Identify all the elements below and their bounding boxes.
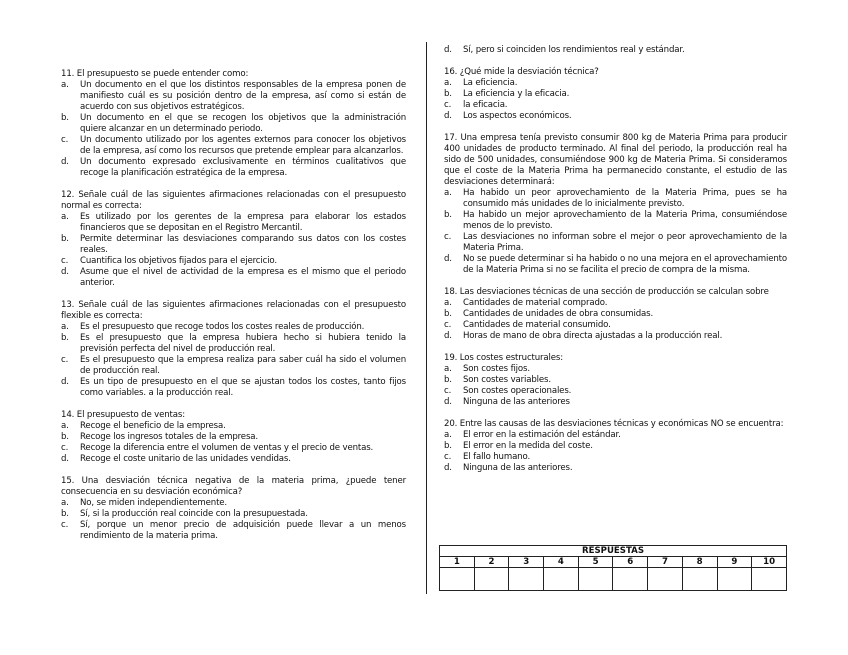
question-block [444, 353, 787, 408]
answer-option [61, 509, 406, 520]
answer-cell[interactable] [578, 568, 613, 591]
option-text: la eficacia. [463, 100, 508, 110]
option-letter: b. [61, 432, 69, 442]
option-letter: b. [61, 333, 69, 343]
option-text: Son costes operacionales. [463, 386, 572, 396]
answer-option [444, 89, 787, 100]
question-block [444, 133, 787, 276]
answer-option [61, 432, 406, 443]
option-letter: d. [444, 254, 452, 264]
option-letter: d. [61, 267, 69, 277]
option-text: Ha habido un mejor aprovechamiento de la Materia Prima, consumiéndose menos de lo previsto. [463, 210, 787, 231]
answer-number: 9 [717, 557, 752, 568]
answer-option [444, 188, 787, 210]
option-text: Ha habido un peor aprovechamiento de la Materia Prima, pues se ha consumido más unidades de lo inicialmente previsto. [463, 188, 787, 209]
option-text: Son costes variables. [463, 375, 551, 385]
option-text: Ninguna de las anteriores. [463, 463, 573, 473]
question-text: 19. Los costes estructurales: [444, 353, 563, 363]
answer-option [61, 333, 406, 355]
option-letter: c. [444, 100, 452, 110]
option-text: El fallo humano. [463, 452, 531, 462]
answer-option [444, 463, 787, 474]
option-text: Los aspectos económicos. [463, 111, 572, 121]
answer-cell[interactable] [509, 568, 544, 591]
option-letter: c. [61, 135, 69, 145]
answer-number: 5 [578, 557, 613, 568]
option-text: La eficiencia. [463, 78, 518, 88]
option-text: Un documento en el que los distintos responsables de la empresa ponen de manifiesto cuál es su posición dentro de la empresa, así como si están de acuerdo con sus objetivos estratégicos. [80, 80, 406, 112]
option-letter: c. [444, 320, 452, 330]
option-letter: c. [61, 355, 69, 365]
answer-option [61, 157, 406, 179]
option-text: No se puede determinar si ha habido o no una mejora en el aprovechamiento de la Materia Prima si no se facilita el precio de compra de la misma. [463, 254, 787, 275]
answer-cell[interactable] [613, 568, 648, 591]
option-letter: d. [61, 454, 69, 464]
option-letter: c. [61, 443, 69, 453]
option-list [61, 498, 406, 542]
answer-number-row [440, 557, 787, 568]
question-block [444, 67, 787, 122]
option-list [444, 78, 787, 122]
question-block [61, 476, 406, 542]
answer-option [61, 498, 406, 509]
option-text: Sí, porque un menor precio de adquisición puede llevar a un menos rendimiento de la materia prima. [80, 520, 406, 541]
left-column [61, 69, 406, 542]
option-text: No, se miden independientemente. [80, 498, 228, 508]
option-letter: a. [444, 298, 452, 308]
answer-table-title: RESPUESTAS [440, 546, 787, 557]
answer-option [444, 430, 787, 441]
option-list [61, 322, 406, 399]
answer-option [61, 234, 406, 256]
option-text: Ninguna de las anteriores [463, 397, 570, 407]
answer-cell[interactable] [440, 568, 475, 591]
option-letter: b. [61, 113, 69, 123]
answer-option [61, 454, 406, 465]
option-list [444, 298, 787, 342]
option-letter: a. [61, 421, 69, 431]
answer-option [444, 441, 787, 452]
answer-option [61, 520, 406, 542]
option-letter: c. [444, 232, 452, 242]
answer-number: 6 [613, 557, 648, 568]
option-letter: b. [444, 89, 452, 99]
option-letter: b. [444, 375, 452, 385]
answer-number: 1 [440, 557, 475, 568]
option-letter: c. [444, 386, 452, 396]
option-letter: d. [444, 463, 452, 473]
answer-option [444, 232, 787, 254]
answer-option [61, 267, 406, 289]
answer-option [61, 322, 406, 333]
answer-option [444, 397, 787, 408]
option-letter: b. [444, 309, 452, 319]
option-list [61, 421, 406, 465]
option-letter: a. [61, 322, 69, 332]
answer-option [61, 135, 406, 157]
option-letter: d. [444, 397, 452, 407]
answer-option [61, 377, 406, 399]
question-block [444, 419, 787, 474]
option-letter: a. [61, 80, 69, 90]
option-letter: d. [61, 377, 69, 387]
option-15-d [444, 45, 787, 56]
answer-option [444, 78, 787, 89]
answer-option [444, 375, 787, 386]
answer-option [61, 443, 406, 454]
answer-table [439, 545, 787, 591]
option-text: Recoge la diferencia entre el volumen de ventas y el precio de ventas. [80, 443, 374, 453]
answer-option [444, 331, 787, 342]
option-letter: a. [61, 212, 69, 222]
answer-option [61, 256, 406, 267]
option-text: Un documento expresado exclusivamente en términos cualitativos que recoge la planificación estratégica de la empresa. [80, 157, 406, 178]
option-text: Un documento en el que se recogen los objetivos que la administración quiere alcanzar en un determinado periodo. [80, 113, 406, 134]
option-text: Es utilizado por los gerentes de la empresa para elaborar los estados financieros que se depositan en el Registro Mercantil. [80, 212, 406, 233]
option-text: Recoge el coste unitario de las unidades vendidas. [80, 454, 291, 464]
option-letter: a. [444, 430, 452, 440]
option-text: Es el presupuesto que la empresa hubiera hecho si hubiera tenido la previsión perfecta del nivel de producción real. [80, 333, 406, 354]
answer-number: 8 [682, 557, 717, 568]
option-text: Sí, si la producción real coincide con la presupuestada. [80, 509, 308, 519]
question-text: 12. Señale cuál de las siguientes afirmaciones relacionadas con el presupuesto normal es correcta: [61, 190, 406, 211]
question-text: 17. Una empresa tenía previsto consumir 800 kg de Materia Prima para producir 400 unidades de producto terminado. Al final del periodo, la producción real ha sido de 500 unidades, consumiéndose 900 kg de Materia Prima. Si consideramos que el coste de la Materia Prima ha permanecido constante, el estudio de las desviaciones determinará: [444, 133, 787, 187]
option-text: Son costes fijos. [463, 364, 530, 374]
answer-number: 3 [509, 557, 544, 568]
option-letter: a. [444, 78, 452, 88]
option-text: Recoge los ingresos totales de la empresa. [80, 432, 258, 442]
question-block [61, 190, 406, 289]
option-letter: c. [61, 256, 69, 266]
question-block [444, 287, 787, 342]
question-text: 18. Las desviaciones técnicas de una sección de producción se calculan sobre [444, 287, 769, 297]
option-text: Recoge el beneficio de la empresa. [80, 421, 226, 431]
option-letter: d. [444, 45, 452, 55]
answer-number: 10 [752, 557, 787, 568]
answer-option [444, 254, 787, 276]
option-text: Es el presupuesto que la empresa realiza para saber cuál ha sido el volumen de producción real. [80, 355, 406, 376]
option-text: Horas de mano de obra directa ajustadas a la producción real. [463, 331, 723, 341]
option-list [444, 188, 787, 276]
option-letter: b. [61, 234, 69, 244]
option-letter: a. [444, 188, 452, 198]
answer-cell[interactable] [752, 568, 787, 591]
answer-cell[interactable] [474, 568, 509, 591]
option-letter: a. [444, 364, 452, 374]
answer-option [61, 80, 406, 113]
option-letter: c. [444, 452, 452, 462]
answer-option [444, 386, 787, 397]
answer-cell[interactable] [682, 568, 717, 591]
answer-option [444, 452, 787, 463]
question-text: 13. Señale cuál de las siguientes afirmaciones relacionadas con el presupuesto flexible es correcta: [61, 300, 406, 321]
option-list [61, 80, 406, 179]
option-letter: d. [444, 331, 452, 341]
question-text: 15. Una desviación técnica negativa de la materia prima, ¿puede tener consecuencia en su desviación económica? [61, 476, 406, 497]
option-list [61, 212, 406, 289]
answer-option [444, 298, 787, 309]
option-text: La eficiencia y la eficacia. [463, 89, 570, 99]
option-letter: d. [61, 157, 69, 167]
option-list [444, 430, 787, 474]
option-letter: c. [61, 520, 69, 530]
option-letter: a. [61, 498, 69, 508]
question-block [61, 69, 406, 179]
answer-option [444, 364, 787, 375]
answer-option [444, 111, 787, 122]
answer-cell[interactable] [648, 568, 683, 591]
answer-option [444, 320, 787, 331]
option-text: Asume que el nivel de actividad de la empresa es el mismo que el periodo anterior. [80, 267, 406, 288]
option-letter: b. [444, 210, 452, 220]
option-text: Cantidades de unidades de obra consumidas. [463, 309, 654, 319]
option-text: Las desviaciones no informan sobre el mejor o peor aprovechamiento de la Materia Prima. [463, 232, 787, 253]
option-text: El error en la estimación del estándar. [463, 430, 621, 440]
question-text: 20. Entre las causas de las desviaciones técnicas y económicas NO se encuentra: [444, 419, 784, 429]
answer-option [444, 210, 787, 232]
option-text: Es un tipo de presupuesto en el que se ajustan todos los costes, tanto fijos como variables. a la producción real. [80, 377, 406, 398]
answer-cell[interactable] [717, 568, 752, 591]
answer-blank-row [440, 568, 787, 591]
option-text: Es el presupuesto que recoge todos los costes reales de producción. [80, 322, 365, 332]
option-letter: d. [444, 111, 452, 121]
option-letter: b. [61, 509, 69, 519]
answer-number: 7 [648, 557, 683, 568]
answer-number: 4 [544, 557, 579, 568]
question-block [61, 300, 406, 399]
question-block [61, 410, 406, 465]
option-text: Un documento utilizado por los agentes externos para conocer los objetivos de la empresa, así como los recursos que pretende emplear para alcanzarlos. [80, 135, 406, 156]
right-column [444, 45, 787, 474]
option-text: Permite determinar las desviaciones comparando sus datos con los costes reales. [80, 234, 406, 255]
answer-option [61, 355, 406, 377]
answer-option [61, 421, 406, 432]
answer-option [61, 113, 406, 135]
option-text: Sí, pero si coinciden los rendimientos real y estándar. [463, 45, 685, 55]
answer-cell[interactable] [544, 568, 579, 591]
question-text: 16. ¿Qué mide la desviación técnica? [444, 67, 599, 77]
option-text: Cantidades de material comprado. [463, 298, 608, 308]
question-text: 14. El presupuesto de ventas: [61, 410, 185, 420]
answer-number: 2 [474, 557, 509, 568]
question-text: 11. El presupuesto se puede entender como: [61, 69, 249, 79]
option-list [444, 364, 787, 408]
option-text: Cantidades de material consumido. [463, 320, 611, 330]
answer-option [444, 309, 787, 320]
answer-option [61, 212, 406, 234]
column-divider [426, 42, 427, 594]
option-letter: b. [444, 441, 452, 451]
answer-option [444, 100, 787, 111]
option-text: El error en la medida del coste. [463, 441, 593, 451]
option-text: Cuantifica los objetivos fijados para el ejercicio. [80, 256, 277, 266]
